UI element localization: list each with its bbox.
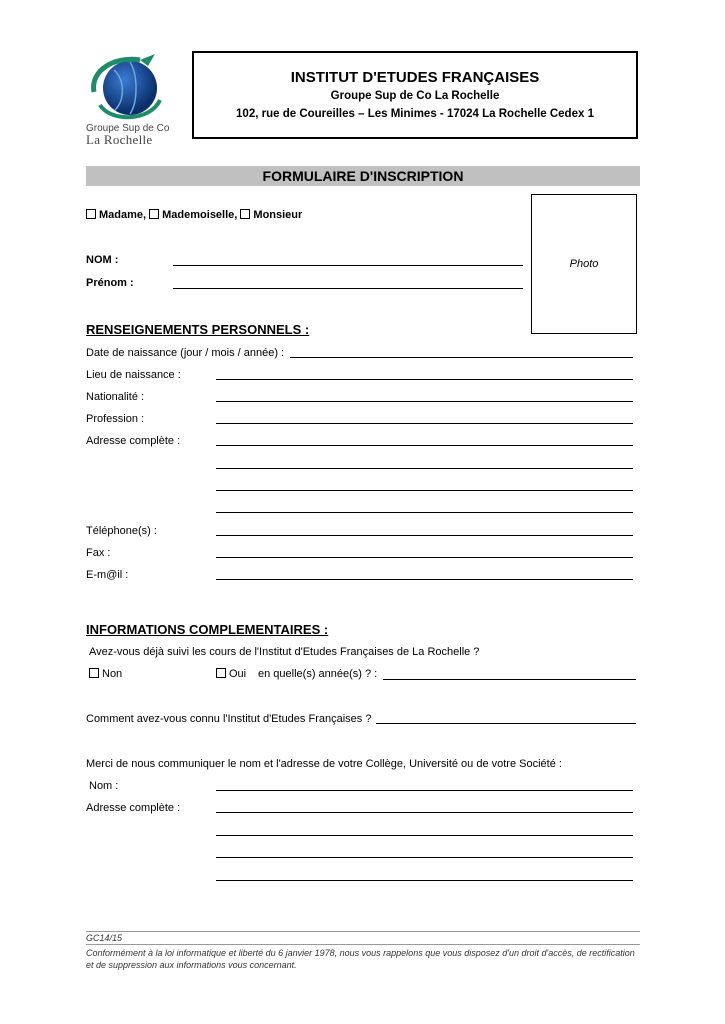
address-label: Adresse complète : [86,435,181,447]
header-box [192,51,638,139]
footer-divider-top [86,931,640,932]
address-field-line3[interactable] [216,490,633,491]
phone-label: Téléphone(s) : [86,525,157,537]
nationality-field[interactable] [216,401,633,402]
profession-label: Profession : [86,413,145,425]
known-field[interactable] [376,723,636,724]
photo-label: Photo [569,258,599,270]
institution-address-line4[interactable] [216,880,633,881]
fax-label: Fax : [86,547,111,559]
known-question: Comment avez-vous connu l'Institut d'Etudes Françaises ? [86,713,372,725]
form-title: FORMULAIRE D'INSCRIPTION [86,166,640,186]
legal-notice: Conformément à la loi informatique et liberté du 6 janvier 1978, nous vous rappelons que vous disposez d'un droit d'accès, de rectification et de suppression aux informations vous concernant. [86,948,635,970]
nom-field[interactable] [173,265,523,266]
birth-place-label: Lieu de naissance : [86,369,181,381]
yes-label: Oui [229,668,247,680]
email-label: E-m@il : [86,569,129,581]
institution-address-label: Adresse complète : [86,802,181,814]
option-no [89,668,122,680]
monsieur-label: Monsieur [253,209,303,221]
years-field[interactable] [383,679,636,680]
yes-checkbox[interactable] [216,668,226,678]
email-field[interactable] [216,579,633,580]
madame-checkbox[interactable] [86,209,96,219]
option-yes [216,668,246,680]
institution-request: Merci de nous communiquer le nom et l'adresse de votre Collège, Université ou de votre Société : [86,758,562,770]
institution-name-label: Nom : [89,780,119,792]
institution-address-line3[interactable] [216,857,633,858]
footer-divider-bottom [86,944,640,945]
address-field-line4[interactable] [216,512,633,513]
fax-field[interactable] [216,557,633,558]
institution-address-line1[interactable] [216,812,633,813]
personal-info-heading: RENSEIGNEMENTS PERSONNELS : [86,322,310,337]
institute-title: INSTITUT D'ETUDES FRANÇAISES [290,69,540,86]
address-field-line1[interactable] [216,445,633,446]
prenom-label: Prénom : [86,277,134,289]
attended-question: Avez-vous déjà suivi les cours de l'Institut d'Etudes Françaises de La Rochelle ? [89,646,480,658]
phone-field[interactable] [216,535,633,536]
photo-box [531,194,637,334]
institution-name-field[interactable] [216,790,633,791]
institute-address: 102, rue de Coureilles – Les Minimes - 17024 La Rochelle Cedex 1 [236,108,594,120]
complementary-info-heading: INFORMATIONS COMPLEMENTAIRES : [86,622,329,637]
civility-options [86,209,302,221]
nationality-label: Nationalité : [86,391,145,403]
prenom-field[interactable] [173,288,523,289]
no-label: Non [102,668,123,680]
nom-label: NOM : [86,254,119,266]
no-checkbox[interactable] [89,668,99,678]
institution-address-line2[interactable] [216,835,633,836]
logo-text-line2: La Rochelle [86,132,153,147]
madame-label: Madame, [99,209,147,221]
form-code: GC14/15 [86,933,123,943]
birth-date-label: Date de naissance (jour / mois / année) : [86,347,285,359]
address-field-line2[interactable] [216,468,633,469]
mademoiselle-checkbox[interactable] [149,209,159,219]
mademoiselle-label: Mademoiselle, [162,209,238,221]
institute-subtitle: Groupe Sup de Co La Rochelle [330,90,500,102]
birth-date-field[interactable] [290,357,633,358]
monsieur-checkbox[interactable] [240,209,250,219]
years-label: en quelle(s) année(s) ? : [258,668,378,680]
birth-place-field[interactable] [216,379,633,380]
logo-text-line1: Groupe Sup de Co [86,123,170,134]
profession-field[interactable] [216,423,633,424]
